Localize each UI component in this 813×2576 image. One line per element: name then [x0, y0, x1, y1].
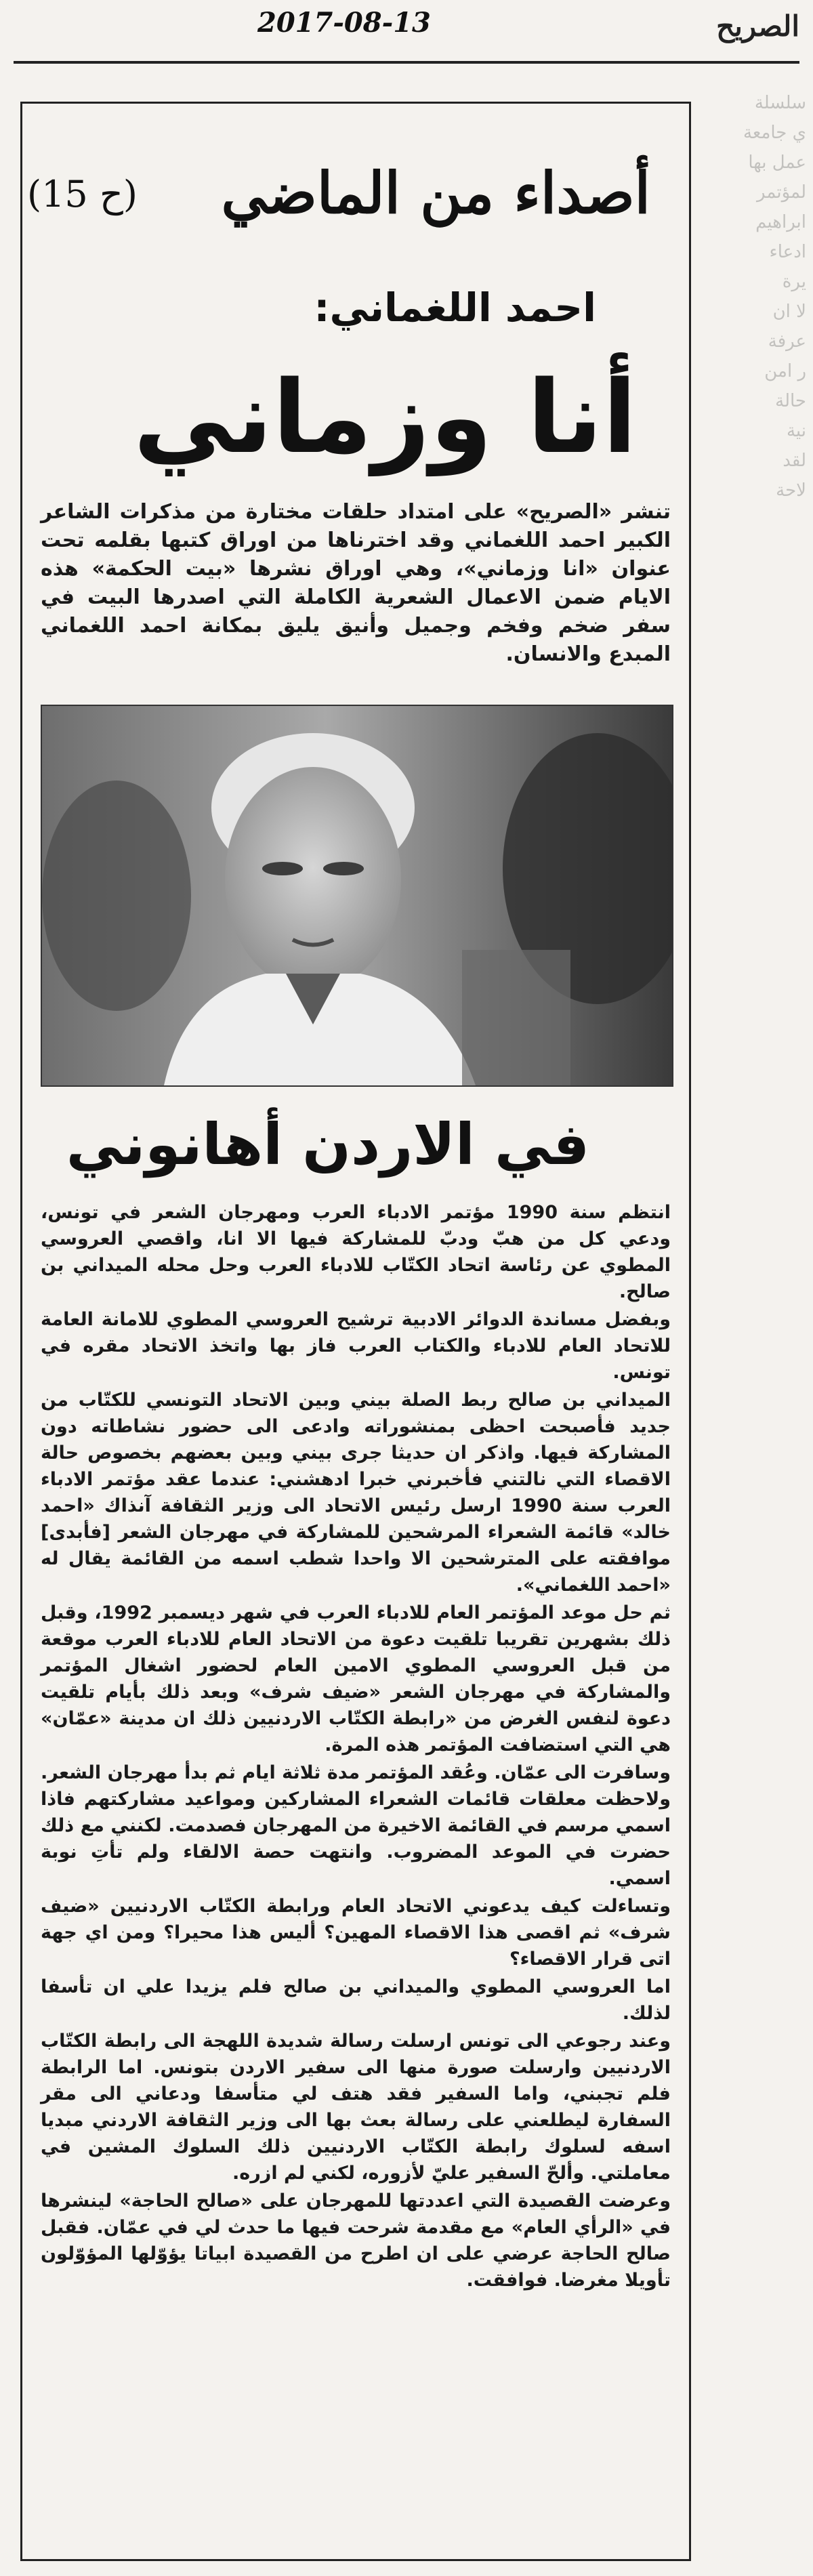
article-paragraph: الميداني بن صالح ربط الصلة بيني وبين الاتحاد التونسي للكتّاب من جديد فأصبحت احظى بمنشوراته وادعى الى حضور نشاطاته دون المشاركة فيها. واذكر ان حديثا جرى بيني وبين بعضهم بخصوص حالة الاقصاء التي نالتني فأخبرني خبرا ادهشني: عندما عقد مؤتمر الادباء العرب سنة 1990 ارسل رئيس الاتحاد الى وزير الثقافة آنذاك «احمد خالد» قائمة الشعراء المرشحين للمشاركة في مهرجان الشعر [فأبدى] موافقته على المترشحين الا واحدا شطب اسمه من القائمة يقال له «احمد اللغماني». — [41, 1390, 671, 1596]
faded-line: حالة — [775, 391, 806, 411]
article-title: أنا وزماني — [133, 359, 637, 476]
article-paragraph: وبفضل مساندة الدوائر الادبية ترشيح العروسي المطوي للامانة العامة للاتحاد العام للادباء والكتاب العرب فاز بها واتخذ الاتحاد مقره في تونس. — [41, 1309, 671, 1383]
episode-number: (ح 15) — [27, 173, 138, 215]
faded-line: عرفة — [768, 331, 806, 352]
article-paragraph: وعند رجوعي الى تونس ارسلت رسالة شديدة اللهجة الى رابطة الكتّاب الاردنيين وارسلت صورة منها الى سفير الاردن بتونس. اما الرابطة فلم تجبني، واما السفير فقد هتف لي متأسفا ودعاني الى مقر السفارة ليطلعني على رسالة بعث بها الى وزير الثقافة الاردني مبديا اسفه لسلوك رابطة الكتّاب الاردنيين ذلك السلوك المشين في معاملتي. وألحّ السفير عليّ لأزوره، لكني لم ازره. — [41, 2031, 671, 2184]
faded-line: يرة — [782, 272, 806, 292]
author-name: احمد اللغماني: — [314, 285, 596, 331]
article-paragraph: اما العروسي المطوي والميداني بن صالح فلم يزيدا علي ان تأسفا لذلك. — [41, 1976, 671, 2024]
series-title: أصداء من الماضي — [221, 159, 650, 226]
faded-line: ي جامعة — [743, 123, 806, 143]
article-body — [41, 1199, 671, 2295]
article-paragraph: ثم حل موعد المؤتمر العام للادباء العرب في شهر ديسمبر 1992، وقبل ذلك بشهرين تقريبا تلقيت دعوة من الاتحاد العام للادباء العرب موقعة من قبل العروسي المطوي الامين العام لحضور اشغال المؤتمر والمشاركة في مهرجان الشعر «ضيف شرف» وبعد ذلك بأيام تلقيت دعوة لنفس الغرض من «رابطة الكتّاب الاردنيين ذلك ان مدينة «عمّان» هي التي استضافت المؤتمر هذه المرة. — [41, 1602, 671, 1756]
author-portrait-image — [42, 706, 672, 1085]
article-paragraph: وتساءلت كيف يدعوني الاتحاد العام ورابطة الكتّاب الاردنيين «ضيف شرف» ثم اقصى هذا الاقصاء المهين؟ أليس هذا محيرا؟ ومن اي جهة اتى قرار الاقصاء؟ — [41, 1896, 671, 1970]
article-intro: تنشر «الصريح» على امتداد حلقات مختارة من مذكرات الشاعر الكبير احمد اللغماني وقد اخترناها من اوراق كتبها بقلمه تحت عنوان «انا وزماني»، وهي اوراق نشرها «بيت الحكمة» هذه الايام ضمن الاعمال الشعرية الكاملة التي اصدرها البيت في سفر ضخم وفخم وجميل وأنيق يليق بمكانة احمد اللغماني المبدع والانسان. — [41, 500, 671, 666]
faded-line: ادعاء — [769, 242, 806, 262]
faded-line: نية — [786, 421, 806, 441]
publication-date: 2017-08-13 — [257, 7, 431, 39]
faded-line: لمؤتمر — [757, 182, 806, 203]
faded-line: عمل بها — [748, 152, 806, 173]
section-title: في الاردن أهانوني — [66, 1111, 589, 1178]
masthead-rule — [14, 61, 799, 64]
faded-line: ر امن — [764, 361, 806, 381]
faded-line: لقد — [783, 451, 806, 471]
newspaper-name: الصريح — [716, 9, 799, 43]
article-paragraph: انتظم سنة 1990 مؤتمر الادباء العرب ومهرجان الشعر في تونس، ودعي كل من هبّ ودبّ للمشاركة فيها الا انا، واقصي العروسي المطوي عن رئاسة اتحاد الكتّاب للادباء العرب وحل محله الميداني بن صالح. — [41, 1202, 671, 1302]
article-paragraph: وعرضت القصيدة التي اعددتها للمهرجان على «صالح الحاجة» لينشرها في «الرأي العام» مع مقدمة شرحت فيها ما حدث لي في عمّان. فقبل صالح الحاجة عرضي على ان اطرح من القصيدة ابياتا يؤوّلها المؤوّلون تأويلا مغرضا. فوافقت. — [41, 2190, 671, 2291]
author-photo — [41, 705, 673, 1087]
masthead — [0, 0, 813, 75]
series-header — [183, 159, 650, 241]
faded-line: ابراهيم — [755, 212, 806, 232]
faded-line: سلسلة — [754, 93, 806, 113]
neighbor-column-faded — [684, 88, 806, 535]
article-paragraph: وسافرت الى عمّان. وعُقد المؤتمر مدة ثلاثة ايام ثم بدأ مهرجان الشعر. ولاحظت معلقات قائمات الشعراء المشاركين ومواعيد مشاركتهم فاذا اسمي مرسم في القائمة الاخيرة من المهرجان فصدمت. لكنني مع ذلك حضرت في الموعد المضروب. وانتهت حصة الالقاء ولم تأتِ نوبة اسمي. — [41, 1762, 671, 1889]
faded-line: لاحة — [776, 480, 806, 501]
faded-line: لا ان — [772, 302, 806, 322]
